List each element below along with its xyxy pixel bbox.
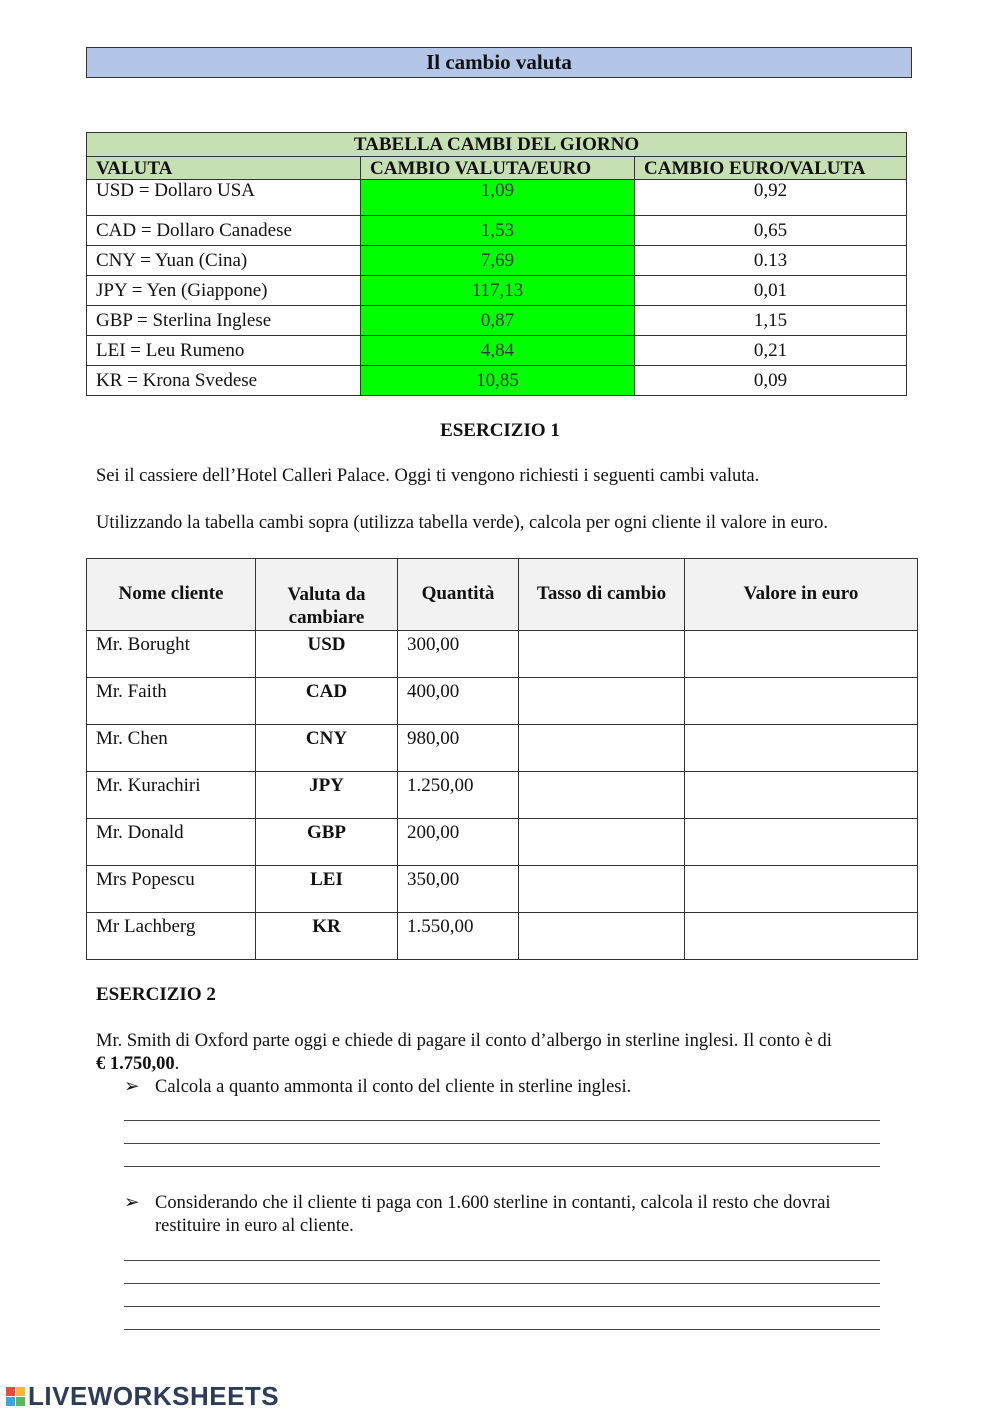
cell-tasso-input[interactable]	[519, 631, 685, 678]
cell-quantita: 400,00	[398, 678, 519, 725]
cell-quantita: 300,00	[398, 631, 519, 678]
liveworksheets-logo	[6, 1380, 279, 1412]
cell-nome: Mrs Popescu	[87, 866, 256, 913]
cell-tasso-input[interactable]	[519, 819, 685, 866]
rates-cell-valuta: LEI = Leu Rumeno	[87, 336, 361, 366]
header-valuta-da-cambiare	[256, 559, 398, 631]
rates-row	[87, 366, 907, 396]
rates-row	[87, 180, 907, 216]
cell-valore-input[interactable]	[685, 819, 918, 866]
exercise2-bullet2	[124, 1192, 831, 1238]
rates-cell-valuta: CNY = Yuan (Cina)	[87, 246, 361, 276]
header-valuta-line1: Valuta da	[287, 584, 366, 605]
logo-text: LIVEWORKSHEETS	[28, 1380, 280, 1411]
cell-tasso-input[interactable]	[519, 725, 685, 772]
cell-valore-input[interactable]	[685, 631, 918, 678]
rates-cell-valuta-euro: 7,69	[361, 246, 635, 276]
answer-line[interactable]	[124, 1306, 880, 1307]
exercise2-bullet1-text: Calcola a quanto ammonta il conto del cliente in sterline inglesi.	[155, 1077, 632, 1097]
page-title: Il cambio valuta	[86, 47, 912, 78]
exercise1-title: ESERCIZIO 1	[440, 420, 560, 441]
cell-quantita: 980,00	[398, 725, 519, 772]
table-row	[87, 866, 918, 913]
rates-cell-valuta-euro: 4,84	[361, 336, 635, 366]
rates-cell-euro-valuta: 0,65	[635, 216, 907, 246]
header-quantita: Quantità	[398, 559, 519, 631]
header-nome-cliente: Nome cliente	[87, 559, 256, 631]
rates-row	[87, 276, 907, 306]
exercise2-bullet2-line1: Considerando che il cliente ti paga con 1.600 sterline in contanti, calcola il resto che dovrai	[155, 1193, 831, 1213]
exercise2-title: ESERCIZIO 2	[96, 984, 216, 1005]
cell-valore-input[interactable]	[685, 678, 918, 725]
rates-header-euro-valuta: CAMBIO EURO/VALUTA	[635, 157, 907, 180]
rates-cell-valuta-euro: 0,87	[361, 306, 635, 336]
exercise2-intro-text: Mr. Smith di Oxford parte oggi e chiede di pagare il conto d’albergo in sterline inglesi. Il conto è di	[96, 1031, 832, 1051]
header-valore-in-euro: Valore in euro	[685, 559, 918, 631]
rates-cell-euro-valuta: 0,21	[635, 336, 907, 366]
exercise2-amount: € 1.750,00	[96, 1054, 175, 1074]
rates-row	[87, 306, 907, 336]
rates-row	[87, 336, 907, 366]
cell-valore-input[interactable]	[685, 866, 918, 913]
cell-valuta: CAD	[256, 678, 398, 725]
table-row	[87, 631, 918, 678]
arrow-bullet-icon: ➢	[124, 1077, 140, 1097]
rates-cell-euro-valuta: 1,15	[635, 306, 907, 336]
logo-blocks-icon	[6, 1387, 25, 1406]
answer-line[interactable]	[124, 1260, 880, 1261]
table-row	[87, 819, 918, 866]
cell-tasso-input[interactable]	[519, 866, 685, 913]
cell-nome: Mr. Borught	[87, 631, 256, 678]
rates-cell-valuta-euro: 1,09	[361, 180, 635, 216]
cell-valuta: CNY	[256, 725, 398, 772]
rates-cell-valuta: KR = Krona Svedese	[87, 366, 361, 396]
header-tasso-di-cambio: Tasso di cambio	[519, 559, 685, 631]
cell-tasso-input[interactable]	[519, 772, 685, 819]
rates-cell-valuta: USD = Dollaro USA	[87, 180, 361, 216]
cell-valuta: USD	[256, 631, 398, 678]
rates-cell-euro-valuta: 0.13	[635, 246, 907, 276]
exercise2-bullet2-line2: restituire in euro al cliente.	[155, 1216, 354, 1236]
rates-cell-valuta-euro: 117,13	[361, 276, 635, 306]
exercise1-text2: Utilizzando la tabella cambi sopra (utilizza tabella verde), calcola per ogni cliente il valore in euro.	[96, 513, 828, 533]
cell-tasso-input[interactable]	[519, 913, 685, 960]
clients-header-row	[87, 559, 918, 631]
rates-table	[86, 132, 907, 396]
rates-cell-valuta: GBP = Sterlina Inglese	[87, 306, 361, 336]
exercise2-intro	[96, 1030, 916, 1076]
exercise2-bullet1	[124, 1076, 631, 1098]
table-row	[87, 725, 918, 772]
cell-quantita: 350,00	[398, 866, 519, 913]
rates-row	[87, 246, 907, 276]
cell-valuta: GBP	[256, 819, 398, 866]
cell-nome: Mr. Faith	[87, 678, 256, 725]
cell-valuta: LEI	[256, 866, 398, 913]
answer-line[interactable]	[124, 1283, 880, 1284]
cell-nome: Mr. Chen	[87, 725, 256, 772]
cell-valore-input[interactable]	[685, 772, 918, 819]
cell-nome: Mr Lachberg	[87, 913, 256, 960]
rates-cell-euro-valuta: 0,01	[635, 276, 907, 306]
exercise1-text1: Sei il cassiere dell’Hotel Calleri Palace. Oggi ti vengono richiesti i seguenti cambi valuta.	[96, 466, 760, 486]
cell-valore-input[interactable]	[685, 913, 918, 960]
cell-nome: Mr. Donald	[87, 819, 256, 866]
answer-line[interactable]	[124, 1166, 880, 1167]
answer-line[interactable]	[124, 1143, 880, 1144]
cell-nome: Mr. Kurachiri	[87, 772, 256, 819]
rates-cell-valuta-euro: 1,53	[361, 216, 635, 246]
rates-header-valuta-euro: CAMBIO VALUTA/EURO	[361, 157, 635, 180]
cell-valore-input[interactable]	[685, 725, 918, 772]
rates-cell-valuta: JPY = Yen (Giappone)	[87, 276, 361, 306]
table-row	[87, 772, 918, 819]
cell-quantita: 1.250,00	[398, 772, 519, 819]
rates-cell-euro-valuta: 0,09	[635, 366, 907, 396]
clients-table	[86, 558, 918, 960]
cell-tasso-input[interactable]	[519, 678, 685, 725]
cell-quantita: 200,00	[398, 819, 519, 866]
rates-cell-valuta-euro: 10,85	[361, 366, 635, 396]
table-row	[87, 678, 918, 725]
rates-cell-valuta: CAD = Dollaro Canadese	[87, 216, 361, 246]
table-row	[87, 913, 918, 960]
rates-cell-euro-valuta: 0,92	[635, 180, 907, 216]
arrow-bullet-icon: ➢	[124, 1193, 140, 1213]
answer-line[interactable]	[124, 1329, 880, 1330]
rates-table-caption: TABELLA CAMBI DEL GIORNO	[87, 133, 907, 157]
header-valuta-line2: cambiare	[288, 607, 365, 628]
cell-valuta: KR	[256, 913, 398, 960]
cell-quantita: 1.550,00	[398, 913, 519, 960]
exercise2-amount-suffix: .	[174, 1054, 180, 1074]
rates-header-valuta: VALUTA	[87, 157, 361, 180]
cell-valuta: JPY	[256, 772, 398, 819]
rates-row	[87, 216, 907, 246]
answer-line[interactable]	[124, 1120, 880, 1121]
